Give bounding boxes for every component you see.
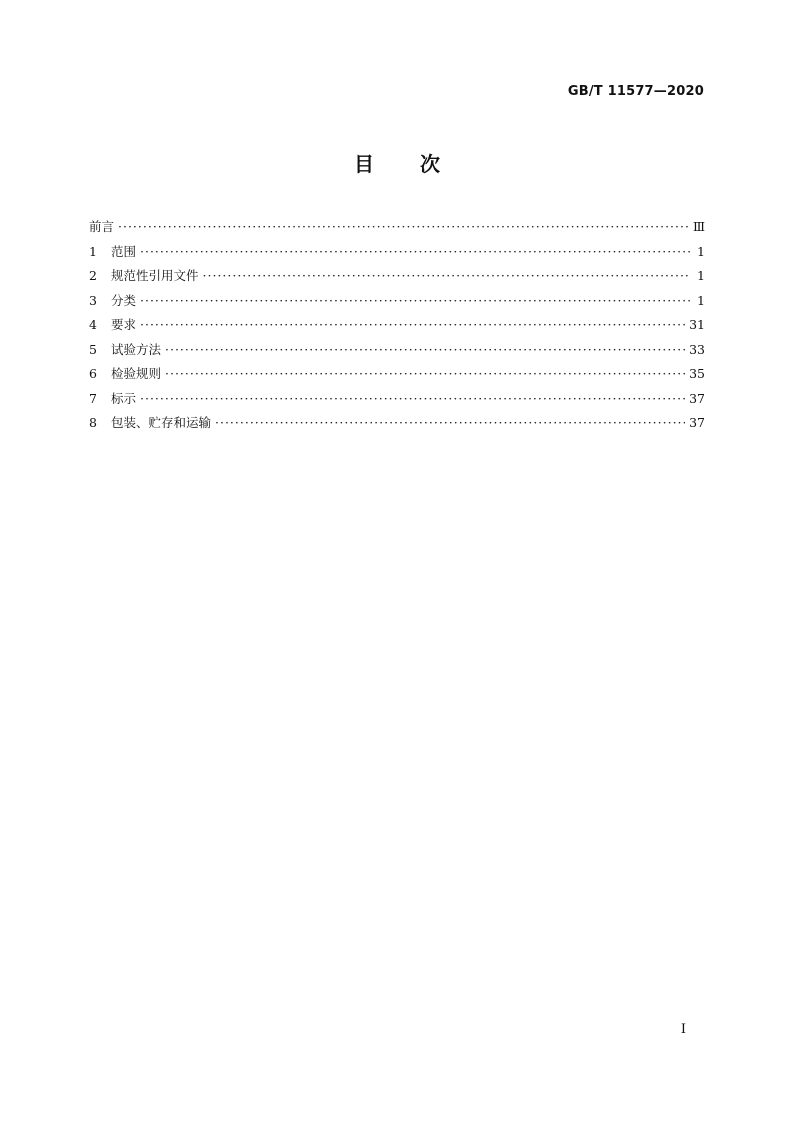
toc-entry-page: 35 bbox=[689, 366, 705, 381]
toc-entry-number: 8 bbox=[89, 415, 97, 430]
toc-leader-dots bbox=[140, 240, 691, 265]
toc-entry-8[interactable] bbox=[89, 411, 705, 436]
toc-leader-dots bbox=[165, 362, 685, 387]
toc-entry-label: 标示 bbox=[111, 390, 137, 406]
toc-entry-number: 4 bbox=[89, 317, 97, 332]
toc-entry-page: 37 bbox=[689, 390, 705, 406]
toc-entry-page: 1 bbox=[697, 243, 705, 259]
toc-entry-number: 6 bbox=[89, 366, 97, 381]
toc-entry-label: 要求 bbox=[111, 317, 137, 332]
toc-entry-page: 1 bbox=[697, 292, 705, 308]
toc-entry-number: 7 bbox=[89, 390, 97, 406]
toc-entry-label: 分类 bbox=[111, 292, 137, 308]
toc-entry-label: 范围 bbox=[111, 243, 137, 259]
page-folio: I bbox=[680, 1022, 686, 1037]
toc-entry-label: 前言 bbox=[89, 219, 115, 234]
toc-leader-dots bbox=[118, 215, 689, 240]
page-title-char-1: 目 bbox=[354, 152, 374, 176]
toc-entry-2[interactable] bbox=[89, 264, 705, 289]
toc-entry-number: 1 bbox=[89, 243, 97, 259]
toc-entry-5[interactable] bbox=[89, 338, 705, 363]
toc-leader-dots bbox=[215, 411, 685, 436]
toc-entry-number: 2 bbox=[89, 268, 97, 283]
table-of-contents bbox=[89, 215, 705, 436]
page-title bbox=[0, 150, 794, 178]
toc-entry-page: Ⅲ bbox=[692, 219, 705, 234]
toc-leader-dots bbox=[203, 264, 691, 289]
toc-leader-dots bbox=[140, 313, 685, 338]
toc-entry-page: 33 bbox=[689, 341, 705, 357]
page-title-char-2: 次 bbox=[420, 152, 440, 176]
toc-entry-page: 31 bbox=[689, 317, 705, 332]
toc-entry-foreword[interactable] bbox=[89, 215, 705, 240]
toc-entry-3[interactable] bbox=[89, 289, 705, 314]
toc-leader-dots bbox=[140, 289, 691, 314]
toc-entry-7[interactable] bbox=[89, 387, 705, 412]
toc-entry-label: 检验规则 bbox=[111, 366, 162, 381]
toc-entry-label: 试验方法 bbox=[111, 341, 162, 357]
standard-number: GB/T 11577—2020 bbox=[567, 84, 704, 99]
toc-entry-1[interactable] bbox=[89, 240, 705, 265]
toc-entry-label: 包装、贮存和运输 bbox=[111, 415, 212, 430]
toc-entry-label: 规范性引用文件 bbox=[111, 268, 199, 283]
toc-entry-number: 5 bbox=[89, 341, 97, 357]
toc-leader-dots bbox=[165, 338, 685, 363]
toc-entry-page: 1 bbox=[697, 268, 705, 283]
toc-entry-6[interactable] bbox=[89, 362, 705, 387]
toc-leader-dots bbox=[140, 387, 685, 412]
toc-entry-number: 3 bbox=[89, 292, 97, 308]
toc-entry-4[interactable] bbox=[89, 313, 705, 338]
toc-entry-page: 37 bbox=[689, 415, 705, 430]
